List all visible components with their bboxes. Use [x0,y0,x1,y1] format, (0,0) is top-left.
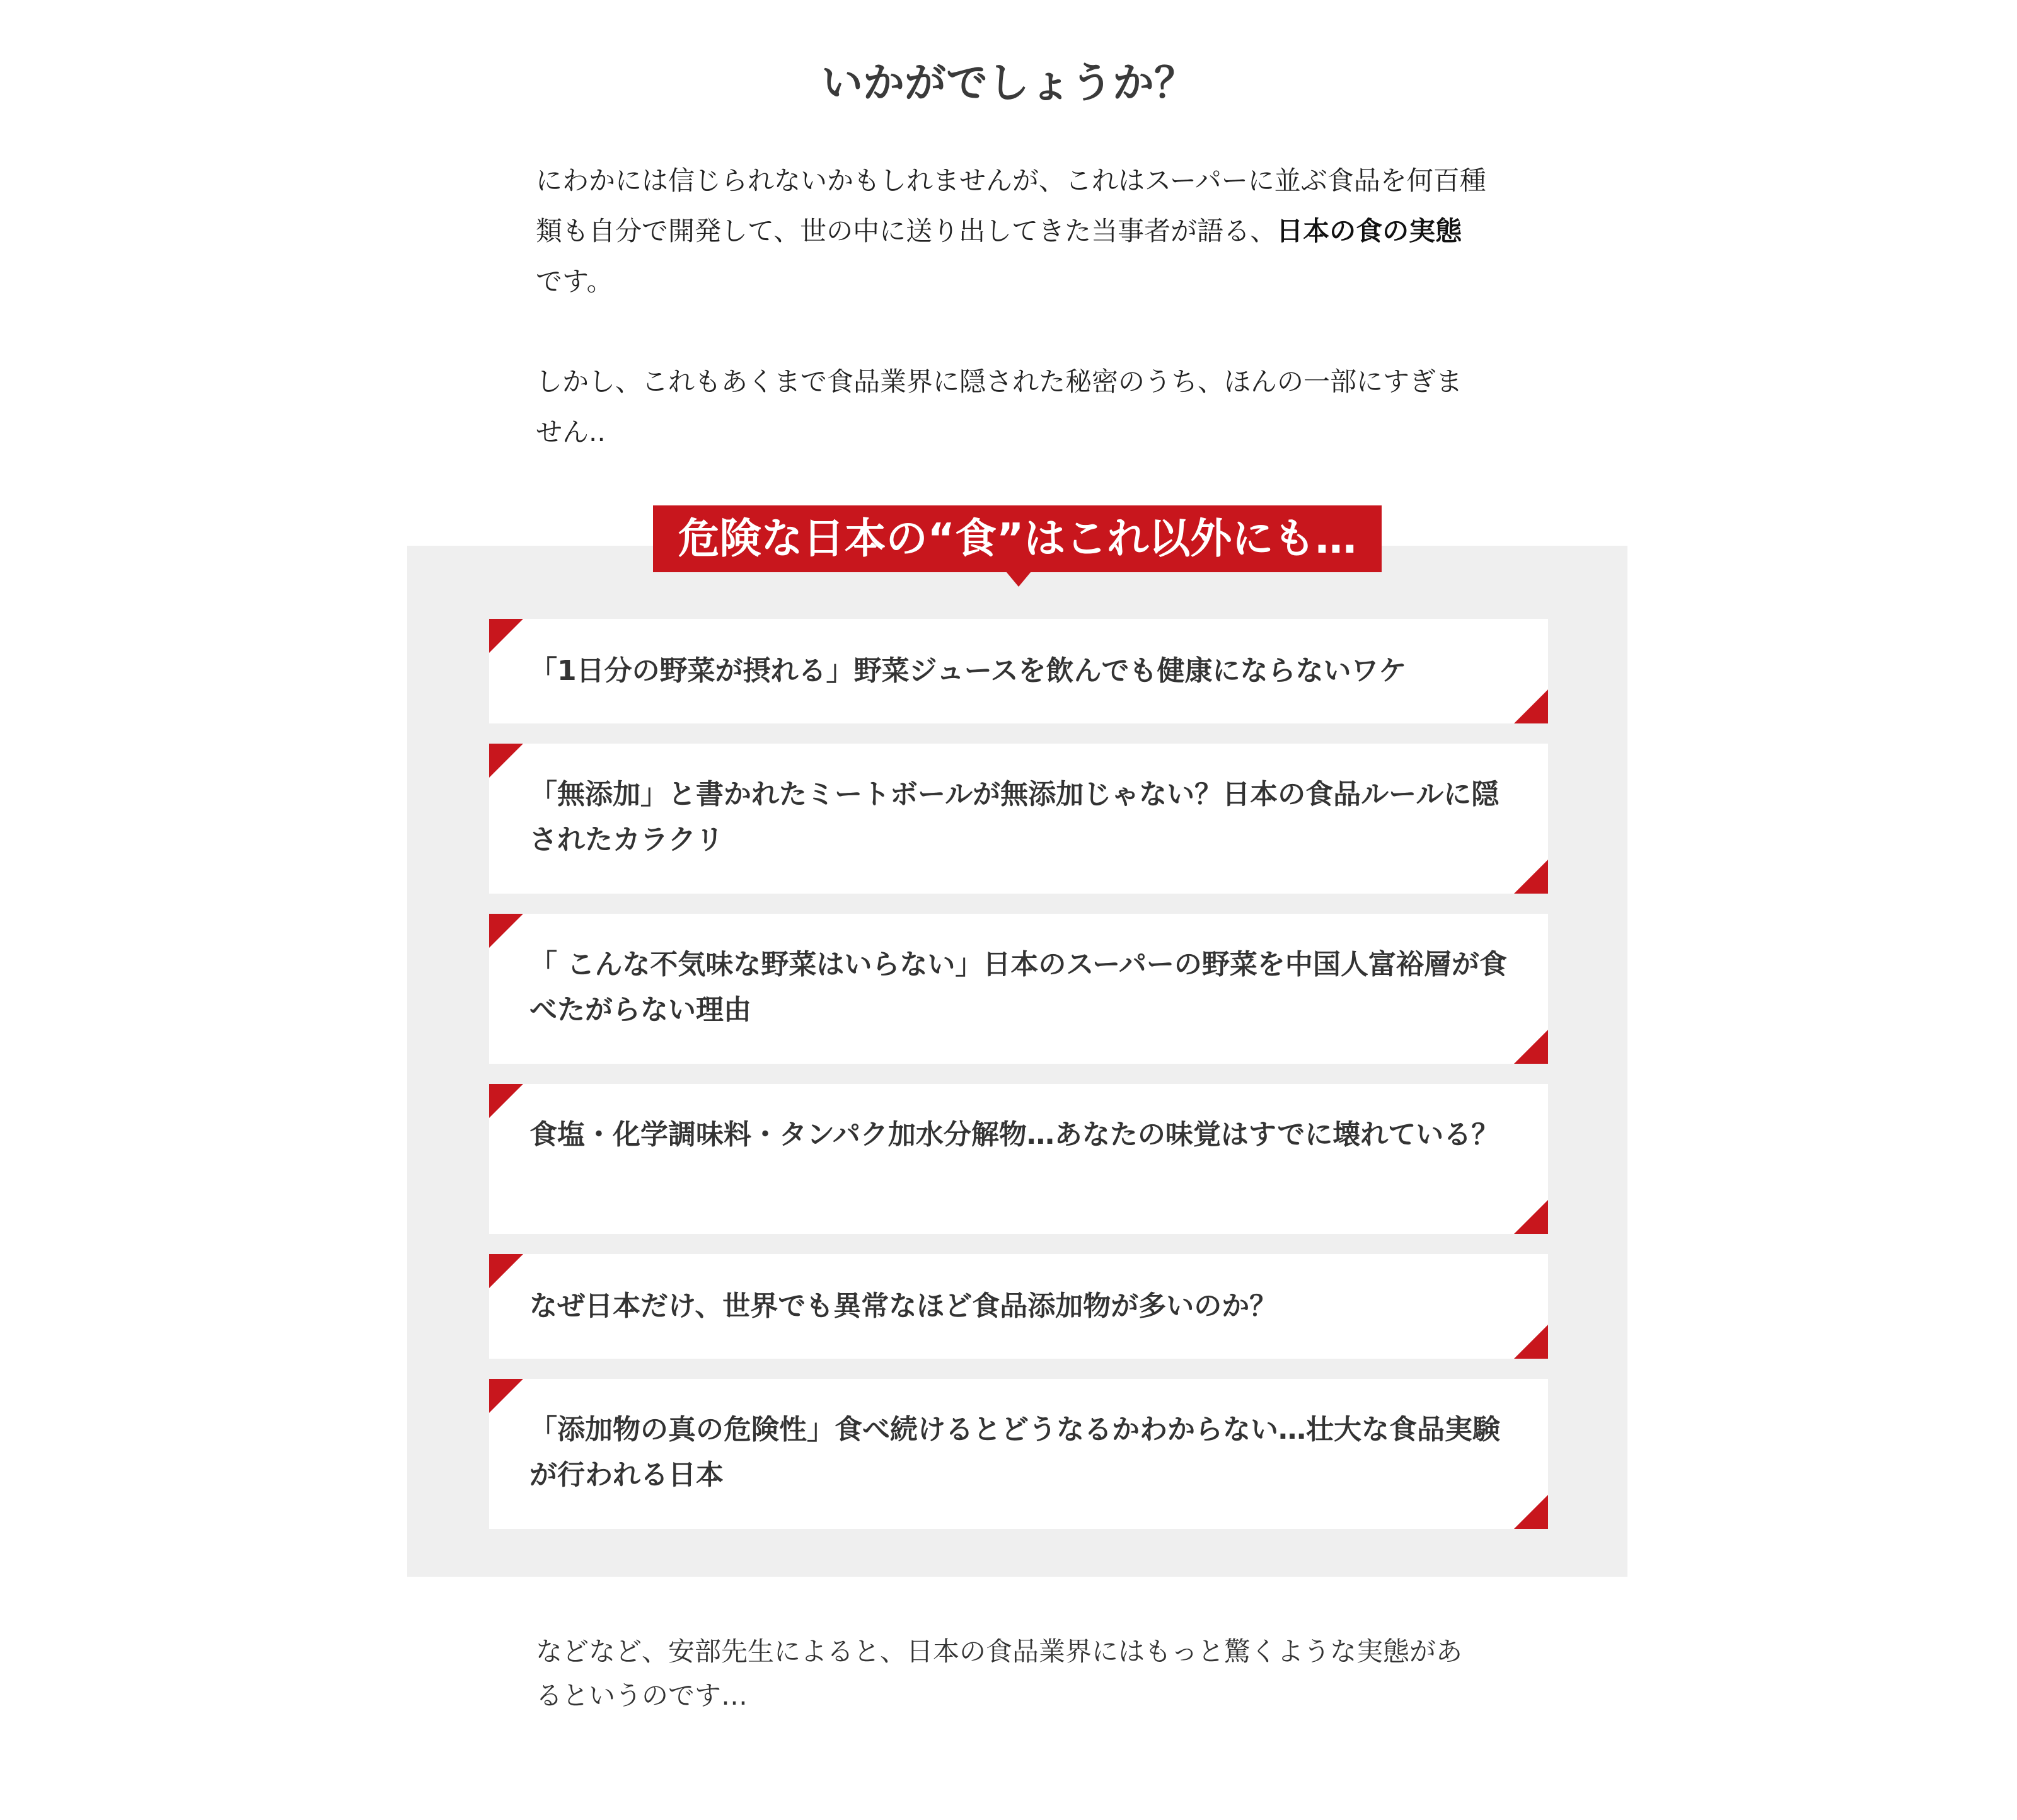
topic-text-3: 「 こんな不気味な野菜はいらない」日本のスーパーの野菜を中国人富裕層が食べたがらない理由 [529,948,1507,1026]
corner-triangle-icon [489,1254,523,1288]
corner-triangle-icon [1514,689,1548,723]
topic-card-5 [489,1254,1548,1359]
intro-emphasis: 日本の食の実態 [1276,216,1462,246]
topic-text-4: 食塩・化学調味料・タンパク加水分解物…あなたの味覚はすでに壊れている？ [529,1119,1500,1151]
corner-triangle-icon [1514,1030,1548,1064]
intro-text-1a: にわかには信じられないかもしれませんが、これはスーパーに並ぶ食品を何百種類も自分で開発して、世の中に送り出してきた当事者が語る、 [536,165,1486,246]
topic-card-4 [489,1084,1548,1234]
topic-text-5: なぜ日本だけ、世界でも異常なほど食品添加物が多いのか？ [529,1290,1278,1322]
section-banner: 危険な日本の“食”はこれ以外にも… [653,505,1382,572]
topic-text-1: 「1日分の野菜が摂れる」野菜ジュースを飲んでも健康にならないワケ [529,655,1407,687]
corner-triangle-icon [489,914,523,948]
topic-text-6: 「添加物の真の危険性」食べ続けるとどうなるかわからない…壮大な食品実験が行われる日本 [529,1414,1500,1491]
corner-triangle-icon [489,1379,523,1413]
corner-triangle-icon [1514,1495,1548,1529]
corner-triangle-icon [1514,1325,1548,1359]
corner-triangle-icon [1514,1200,1548,1234]
intro-paragraph-1 [536,156,1488,307]
banner-pointer-arrow [1006,572,1031,587]
topic-card-1 [489,619,1548,723]
topic-text-2: 「無添加」と書かれたミートボールが無添加じゃない？日本の食品ルールに隠されたカラクリ [529,778,1500,856]
page-heading: いかがでしょうか？ [821,59,1196,107]
corner-triangle-icon [489,1084,523,1118]
outro-paragraph: などなど、安部先生によると、日本の食品業界にはもっと驚くような実態があるというのです… [536,1636,1463,1711]
corner-triangle-icon [489,744,523,778]
topic-card-6 [489,1379,1548,1529]
intro-paragraph-2: しかし、これもあくまで食品業界に隠された秘密のうち、ほんの一部にすぎません.. [536,366,1463,447]
topic-card-3 [489,914,1548,1064]
corner-triangle-icon [1514,860,1548,894]
corner-triangle-icon [489,619,523,653]
intro-text-1b: です。 [536,266,613,297]
topic-card-2 [489,744,1548,894]
